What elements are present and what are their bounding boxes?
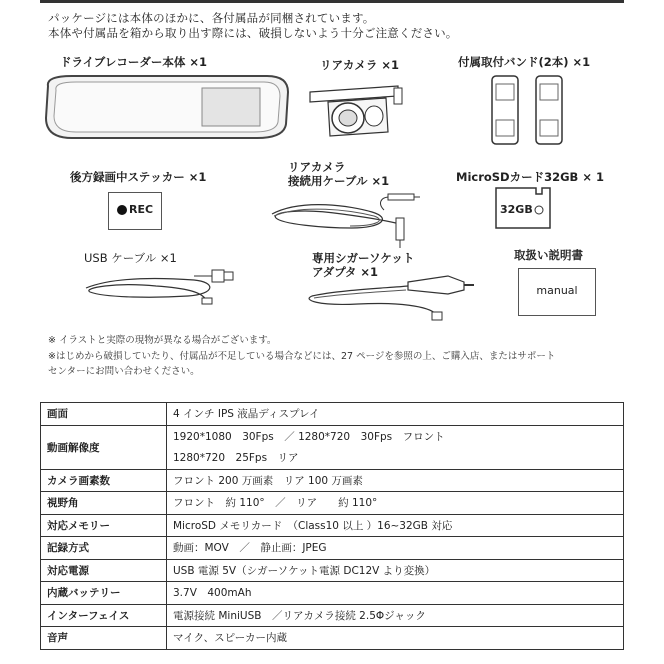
spec-key: 内蔵バッテリー bbox=[41, 582, 167, 605]
mirror-recorder-illustration bbox=[42, 74, 292, 140]
table-row bbox=[41, 514, 624, 537]
rear-camera-label: リアカメラ ×1 bbox=[320, 58, 400, 72]
table-row bbox=[41, 469, 624, 492]
cigar-adapter-label-1: 専用シガーソケット bbox=[312, 251, 415, 265]
table-row bbox=[41, 492, 624, 515]
sticker-label: 後方録画中ステッカー ×1 bbox=[70, 170, 207, 184]
spec-key: 音声 bbox=[41, 627, 167, 650]
spec-key: 記録方式 bbox=[41, 537, 167, 560]
cigar-socket-adapter-illustration bbox=[298, 268, 478, 324]
table-row bbox=[41, 559, 624, 582]
rear-cable-label-2: 接続用ケーブル ×1 bbox=[288, 174, 390, 188]
spec-key: 動画解像度 bbox=[41, 425, 167, 469]
table-row bbox=[41, 627, 624, 650]
spec-value: MicroSD メモリカード （Class10 以上 ）16~32GB 対応 bbox=[167, 514, 624, 537]
sticker-text: REC bbox=[129, 203, 154, 216]
spec-key: カメラ画素数 bbox=[41, 469, 167, 492]
table-row bbox=[41, 582, 624, 605]
table-row bbox=[41, 425, 624, 447]
note-2: ※はじめから破損していたり、付属品が不足している場合などには、27 ページを参照の上、ご購入店、またはサポート bbox=[48, 351, 556, 362]
spec-key: インターフェイス bbox=[41, 604, 167, 627]
note-1: ※ イラストと実際の現物が異なる場合がございます。 bbox=[48, 335, 277, 346]
usb-cable-illustration bbox=[76, 266, 236, 308]
rear-camera-illustration bbox=[306, 78, 410, 140]
recorder-label: ドライブレコーダー本体 ×1 bbox=[60, 55, 207, 69]
sd-card-capacity: 32GB bbox=[500, 203, 533, 216]
manual-booklet bbox=[518, 268, 596, 316]
table-row bbox=[41, 403, 624, 426]
mounting-bands-illustration bbox=[490, 74, 570, 146]
spec-value: 動画：MOV ／ 静止画：JPEG bbox=[167, 537, 624, 560]
usb-cable-label: USB ケーブル ×1 bbox=[84, 251, 177, 265]
spec-value: 1280*720 25Fps リア bbox=[167, 447, 624, 469]
manual-label: 取扱い説明書 bbox=[514, 248, 583, 262]
bands-label: 付属取付バンド(2本) ×1 bbox=[458, 55, 591, 69]
rear-camera-cable-illustration bbox=[262, 188, 422, 254]
intro-line-1: パッケージには本体のほかに、各付属品が同梱されています。 bbox=[48, 11, 375, 25]
spec-key: 画面 bbox=[41, 403, 167, 426]
spec-value: フロント 200 万画素 リア 100 万画素 bbox=[167, 469, 624, 492]
top-rule bbox=[40, 0, 624, 3]
manual-text: manual bbox=[536, 284, 578, 297]
spec-value: 4 インチ IPS 液晶ディスプレイ bbox=[167, 403, 624, 426]
spec-table bbox=[40, 402, 624, 650]
spec-value: フロント 約 110° ／ リア 約 110° bbox=[167, 492, 624, 515]
table-row bbox=[41, 604, 624, 627]
spec-value: 電源接続 MiniUSB ／リアカメラ接続 2.5Φジャック bbox=[167, 604, 624, 627]
rear-cable-label-1: リアカメラ bbox=[288, 160, 346, 174]
spec-value: 1920*1080 30Fps ／ 1280*720 30Fps フロント bbox=[167, 425, 624, 447]
spec-key: 対応メモリー bbox=[41, 514, 167, 537]
spec-key: 視野角 bbox=[41, 492, 167, 515]
rec-sticker bbox=[108, 192, 162, 230]
table-row bbox=[41, 537, 624, 560]
sd-card-label: MicroSDカード32GB × 1 bbox=[456, 170, 604, 184]
spec-value: 3.7V 400mAh bbox=[167, 582, 624, 605]
spec-value: USB 電源 5V（シガーソケット電源 DC12V より変換） bbox=[167, 559, 624, 582]
note-3: センターにお問い合わせください。 bbox=[48, 366, 200, 377]
intro-line-2: 本体や付属品を箱から取り出す際には、破損しないよう十分ご注意ください。 bbox=[48, 26, 458, 40]
record-dot-icon bbox=[117, 205, 127, 215]
spec-key: 対応電源 bbox=[41, 559, 167, 582]
cigar-adapter-label-2: アダプタ ×1 bbox=[312, 265, 379, 279]
spec-value: マイク、スピーカー内蔵 bbox=[167, 627, 624, 650]
